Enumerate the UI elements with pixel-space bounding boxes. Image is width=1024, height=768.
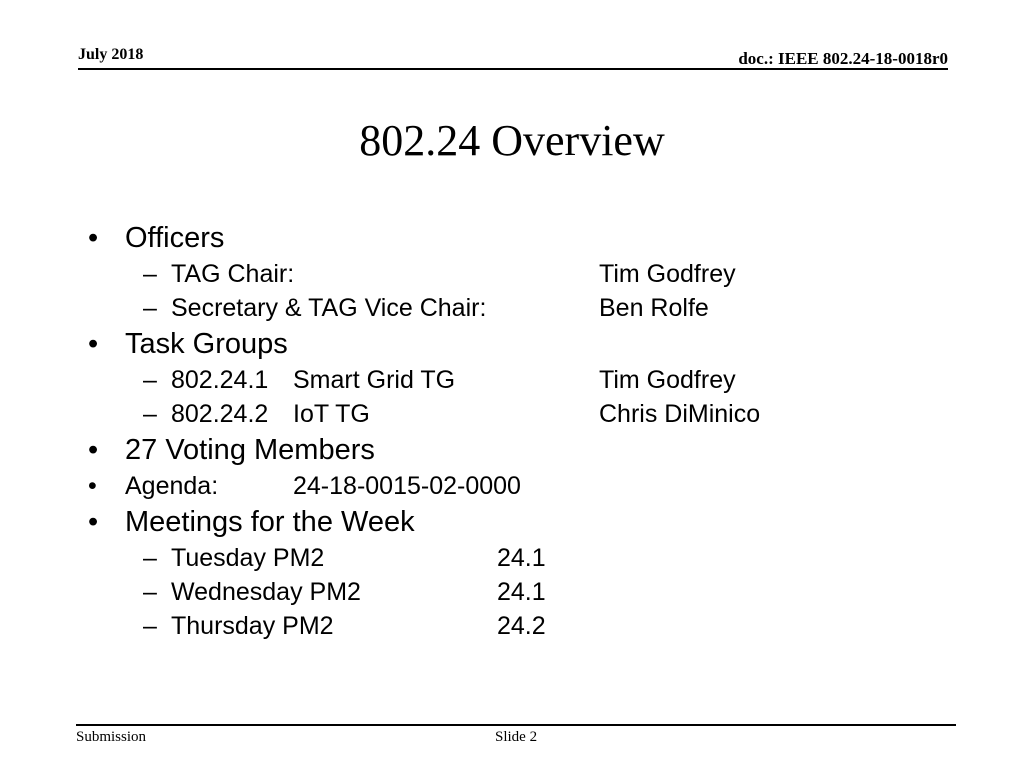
header-doc-id: doc.: IEEE 802.24-18-0018r0 <box>738 49 948 68</box>
header-rule <box>78 68 948 70</box>
slide-title: 802.24 Overview <box>359 116 665 165</box>
task-group-chair: Chris DiMinico <box>599 400 761 428</box>
officer-role: Secretary & TAG Vice Chair: <box>171 294 487 322</box>
dash-marker: – <box>143 294 157 322</box>
officer-role: TAG Chair: <box>171 260 295 288</box>
bullet-marker: • <box>88 222 99 254</box>
officer-name: Ben Rolfe <box>599 294 709 322</box>
dash-marker: – <box>143 612 157 640</box>
dash-marker: – <box>143 544 157 572</box>
meeting-group: 24.1 <box>497 544 546 572</box>
bullet-marker: • <box>88 434 99 466</box>
meeting-day: Tuesday PM2 <box>171 544 325 572</box>
agenda-label: Agenda: <box>125 472 219 500</box>
officers-label: Officers <box>125 222 225 254</box>
dash-marker: – <box>143 578 157 606</box>
bullet-marker: • <box>88 472 97 500</box>
slide-number: Slide 2 <box>495 729 538 745</box>
dash-marker: – <box>143 260 157 288</box>
meeting-group: 24.1 <box>497 578 546 606</box>
bullet-marker: • <box>88 328 99 360</box>
meeting-day: Wednesday PM2 <box>171 578 361 606</box>
bullet-marker: • <box>88 506 99 538</box>
dash-marker: – <box>143 366 157 394</box>
task-group-number: 802.24.1 <box>171 366 269 394</box>
task-groups-label: Task Groups <box>125 328 288 360</box>
task-group-chair: Tim Godfrey <box>599 366 736 394</box>
footer-submission: Submission <box>76 729 147 745</box>
meeting-day: Thursday PM2 <box>171 612 334 640</box>
voting-members: 27 Voting Members <box>125 434 375 466</box>
meeting-group: 24.2 <box>497 612 546 640</box>
footer-rule <box>76 724 956 726</box>
meetings-label: Meetings for the Week <box>125 506 415 538</box>
officer-name: Tim Godfrey <box>599 260 736 288</box>
task-group-name: IoT TG <box>293 400 370 428</box>
task-group-number: 802.24.2 <box>171 400 269 428</box>
dash-marker: – <box>143 400 157 428</box>
agenda-value: 24-18-0015-02-0000 <box>293 472 521 500</box>
task-group-name: Smart Grid TG <box>293 366 456 394</box>
header-date: July 2018 <box>78 46 144 63</box>
